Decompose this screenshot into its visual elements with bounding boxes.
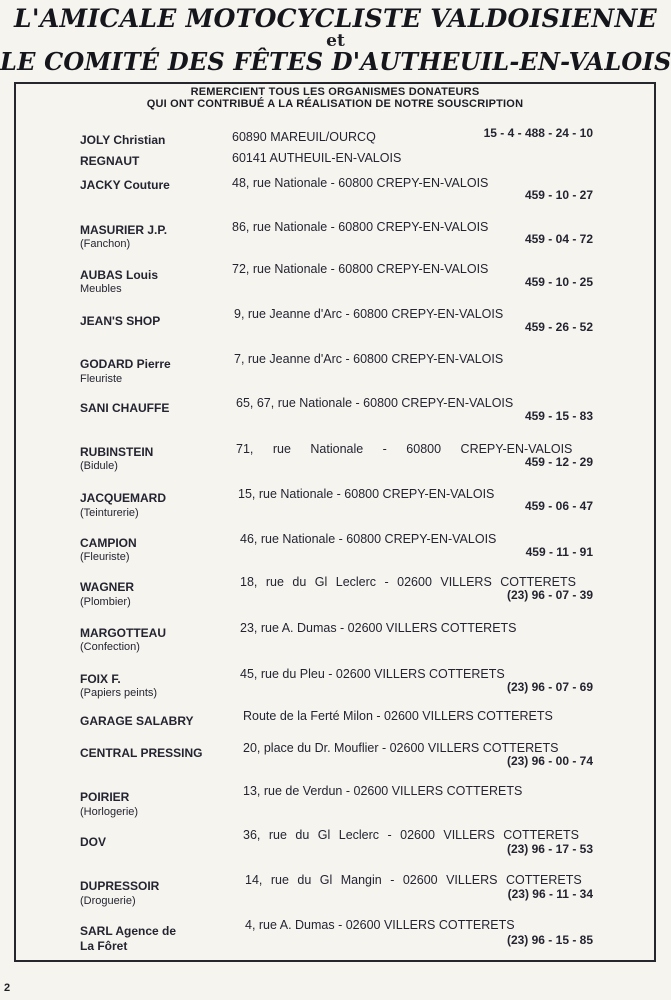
donor-subtitle: (Plombier) <box>80 596 131 608</box>
donor-address: 72, rue Nationale - 60800 CREPY-EN-VALOIS <box>232 262 489 276</box>
donor-address: 60890 MAREUIL/OURCQ <box>232 130 376 144</box>
donor-phone: 459 - 26 - 52 <box>524 320 593 334</box>
donor-name: WAGNER <box>80 580 134 594</box>
donor-name: GARAGE SALABRY <box>80 714 194 728</box>
donor-address: 4, rue A. Dumas - 02600 VILLERS COTTERETS <box>245 918 515 932</box>
donor-phone: 459 - 12 - 29 <box>524 455 593 469</box>
donor-name: MASURIER J.P. <box>80 223 168 237</box>
donor-subtitle: (Bidule) <box>80 460 118 472</box>
donor-name: MARGOTTEAU <box>80 626 166 640</box>
donor-phone: 459 - 10 - 25 <box>524 275 593 289</box>
donor-name: RUBINSTEIN <box>80 445 154 459</box>
donor-name: FOIX F. <box>80 672 121 686</box>
donor-phone: (23) 96 - 00 - 74 <box>506 754 593 768</box>
donor-subtitle: (Papiers peints) <box>80 687 158 699</box>
donor-address: 7, rue Jeanne d'Arc - 60800 CREPY-EN-VALOIS <box>234 352 504 366</box>
donor-subtitle: (Fleuriste) <box>80 551 130 563</box>
donor-address: Route de la Ferté Milon - 02600 VILLERS COTTERETS <box>243 709 553 723</box>
donor-name: CENTRAL PRESSING <box>80 746 203 760</box>
donor-phone: 459 - 06 - 47 <box>524 499 593 513</box>
donor-name: DOV <box>80 835 107 849</box>
donor-name: SANI CHAUFFE <box>80 401 170 415</box>
donor-name: AUBAS Louis <box>80 268 158 282</box>
donor-name: CAMPION <box>80 536 137 550</box>
donor-subtitle: (Teinturerie) <box>80 507 139 519</box>
donor-address: 15, rue Nationale - 60800 CREPY-EN-VALOIS <box>238 487 495 501</box>
donor-subtitle: (Horlogerie) <box>80 806 139 818</box>
donor-name: GODARD Pierre <box>80 357 171 371</box>
page-number: 2 <box>4 982 11 994</box>
title-line-1: L'AMICALE MOTOCYCLISTE VALDOISIENNE <box>14 4 657 33</box>
donor-address: 20, place du Dr. Mouflier - 02600 VILLERS COTTERETS <box>243 741 559 755</box>
donor-subtitle: (Confection) <box>80 641 140 653</box>
donor-name: DUPRESSOIR <box>80 879 160 893</box>
donor-subtitle: Fleuriste <box>80 373 123 385</box>
donor-phone: (23) 96 - 07 - 39 <box>506 588 593 602</box>
donor-subtitle: La Fôret <box>80 939 128 953</box>
donor-phone: 459 - 11 - 91 <box>525 545 593 559</box>
intro-line-1: REMERCIENT TOUS LES ORGANISMES DONATEURS <box>190 86 480 98</box>
donor-subtitle: (Fanchon) <box>80 238 131 250</box>
donor-address: 71, rue Nationale - 60800 CREPY-EN-VALOIS <box>236 442 573 456</box>
donor-phone: (23) 96 - 15 - 85 <box>506 933 593 947</box>
donor-address: 36, rue du Gl Leclerc - 02600 VILLERS COTTERETS <box>243 828 579 842</box>
donor-address: 23, rue A. Dumas - 02600 VILLERS COTTERETS <box>240 621 517 635</box>
donor-phone: 459 - 04 - 72 <box>524 232 593 246</box>
donor-address: 9, rue Jeanne d'Arc - 60800 CREPY-EN-VALOIS <box>234 307 504 321</box>
donor-subtitle: Meubles <box>80 283 122 295</box>
donor-name: JEAN'S SHOP <box>80 314 161 328</box>
donor-address: 45, rue du Pleu - 02600 VILLERS COTTERETS <box>240 667 505 681</box>
donor-name: SARL Agence de <box>80 924 177 938</box>
donor-address: 48, rue Nationale - 60800 CREPY-EN-VALOIS <box>232 176 489 190</box>
donor-phone: 459 - 10 - 27 <box>524 188 593 202</box>
donor-name: REGNAUT <box>80 154 140 168</box>
donor-address: 18, rue du Gl Leclerc - 02600 VILLERS COTTERETS <box>240 575 576 589</box>
donor-address: 86, rue Nationale - 60800 CREPY-EN-VALOIS <box>232 220 489 234</box>
donor-name: JACQUEMARD <box>80 491 167 505</box>
donor-address: 46, rue Nationale - 60800 CREPY-EN-VALOIS <box>240 532 497 546</box>
donor-address: 60141 AUTHEUIL-EN-VALOIS <box>232 151 402 165</box>
donor-phone: (23) 96 - 07 - 69 <box>506 680 593 694</box>
donor-phone: 459 - 15 - 83 <box>524 409 593 423</box>
donor-name: POIRIER <box>80 790 130 804</box>
donor-address: 14, rue du Gl Mangin - 02600 VILLERS COTTERETS <box>245 873 582 887</box>
donor-subtitle: (Droguerie) <box>80 895 136 907</box>
donor-phone: (23) 96 - 17 - 53 <box>506 842 593 856</box>
donor-phone: (23) 96 - 11 - 34 <box>507 887 593 901</box>
donor-name: JOLY Christian <box>80 133 166 147</box>
title-line-2: LE COMITÉ DES FÊTES D'AUTHEUIL-EN-VALOIS <box>0 47 671 76</box>
donor-phone: 15 - 4 - 488 - 24 - 10 <box>483 126 593 140</box>
donor-name: JACKY Couture <box>80 178 170 192</box>
donor-address: 13, rue de Verdun - 02600 VILLERS COTTERETS <box>243 784 523 798</box>
title-conjunction: et <box>326 31 345 51</box>
donor-address: 65, 67, rue Nationale - 60800 CREPY-EN-VALOIS <box>236 396 514 410</box>
intro-line-2: QUI ONT CONTRIBUÉ A LA RÉALISATION DE NOTRE SOUSCRIPTION <box>146 98 524 110</box>
